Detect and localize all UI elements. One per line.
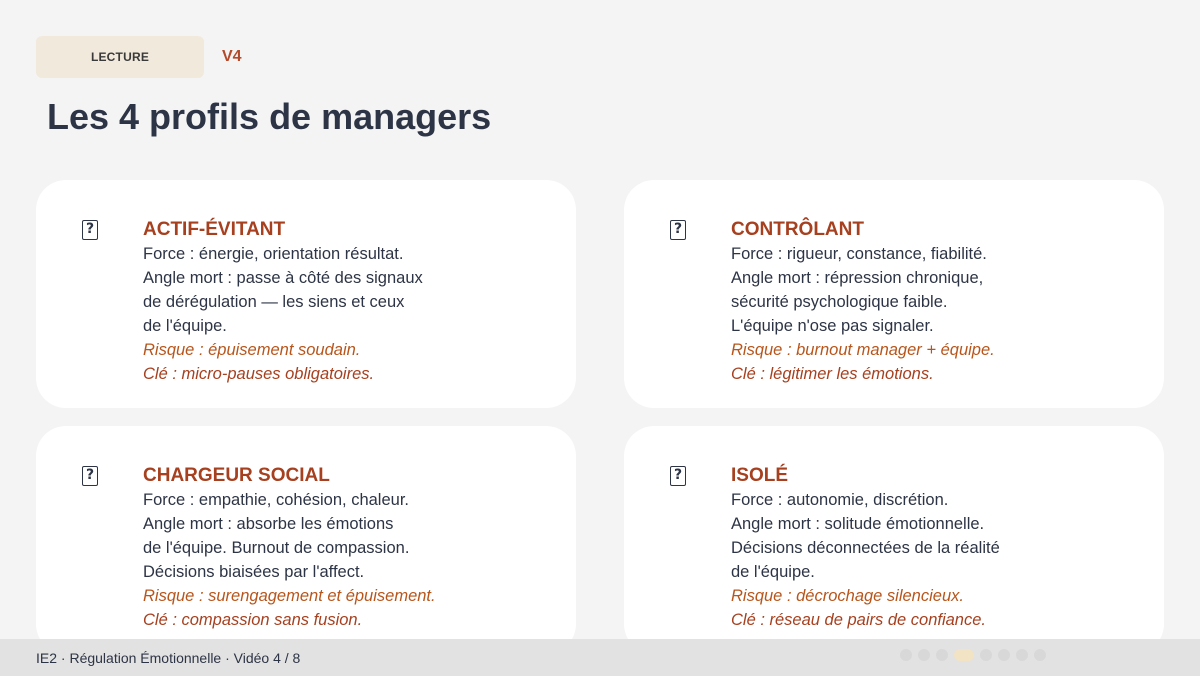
progress-dot[interactable]	[998, 649, 1010, 661]
profile-risk: Risque : surengagement et épuisement.	[143, 587, 436, 605]
profile-line: Force : autonomie, discrétion.	[731, 491, 949, 509]
profile-risk: Risque : épuisement soudain.	[143, 341, 361, 359]
progress-dot[interactable]	[1016, 649, 1028, 661]
profile-line: Angle mort : passe à côté des signaux	[143, 269, 423, 287]
profile-key: Clé : réseau de pairs de confiance.	[731, 611, 986, 629]
progress-dot[interactable]	[980, 649, 992, 661]
lecture-badge: LECTURE	[36, 36, 204, 78]
profile-line: Décisions biaisées par l'affect.	[143, 563, 365, 581]
video-progress-dots	[900, 649, 1046, 661]
progress-dot[interactable]	[1034, 649, 1046, 661]
missing-glyph-icon: ?	[670, 466, 686, 486]
profile-name: CHARGEUR SOCIAL	[143, 465, 330, 486]
version-label: V4	[222, 48, 242, 65]
profile-key: Clé : compassion sans fusion.	[143, 611, 363, 629]
missing-glyph-icon: ?	[82, 220, 98, 240]
profile-line: Force : empathie, cohésion, chaleur.	[143, 491, 409, 509]
profile-line: de l'équipe. Burnout de compassion.	[143, 539, 410, 557]
profile-name: ISOLÉ	[731, 465, 789, 486]
progress-dot[interactable]	[936, 649, 948, 661]
profile-card-chargeur-social	[36, 426, 576, 654]
profile-line: L'équipe n'ose pas signaler.	[731, 317, 934, 335]
profile-line: Angle mort : solitude émotionnelle.	[731, 515, 985, 533]
profile-line: Force : rigueur, constance, fiabilité.	[731, 245, 987, 263]
profile-name: ACTIF-ÉVITANT	[143, 219, 286, 240]
profile-risk: Risque : décrochage silencieux.	[731, 587, 964, 605]
progress-dot[interactable]	[918, 649, 930, 661]
profile-key: Clé : légitimer les émotions.	[731, 365, 934, 383]
profile-card-actif-evitant	[36, 180, 576, 408]
progress-dot[interactable]	[900, 649, 912, 661]
footer-bar	[0, 639, 1200, 676]
profile-line: de l'équipe.	[143, 317, 227, 335]
missing-glyph-icon: ?	[670, 220, 686, 240]
profile-line: Force : énergie, orientation résultat.	[143, 245, 404, 263]
missing-glyph-icon: ?	[82, 466, 98, 486]
profile-card-controlant	[624, 180, 1164, 408]
page-title: Les 4 profils de managers	[47, 96, 492, 137]
profile-card-isole	[624, 426, 1164, 654]
profile-line: Décisions déconnectées de la réalité	[731, 539, 1000, 557]
profile-key: Clé : micro-pauses obligatoires.	[143, 365, 375, 383]
profile-line: Angle mort : répression chronique,	[731, 269, 984, 287]
profile-line: Angle mort : absorbe les émotions	[143, 515, 394, 533]
profile-name: CONTRÔLANT	[731, 219, 864, 240]
profile-line: de dérégulation — les siens et ceux	[143, 293, 405, 311]
progress-dot-active[interactable]	[954, 649, 974, 661]
profile-line: sécurité psychologique faible.	[731, 293, 948, 311]
footer-course-label: IE2 · Régulation Émotionnelle · Vidéo 4 / 8	[36, 650, 301, 666]
profile-line: de l'équipe.	[731, 563, 815, 581]
profile-risk: Risque : burnout manager + équipe.	[731, 341, 995, 359]
